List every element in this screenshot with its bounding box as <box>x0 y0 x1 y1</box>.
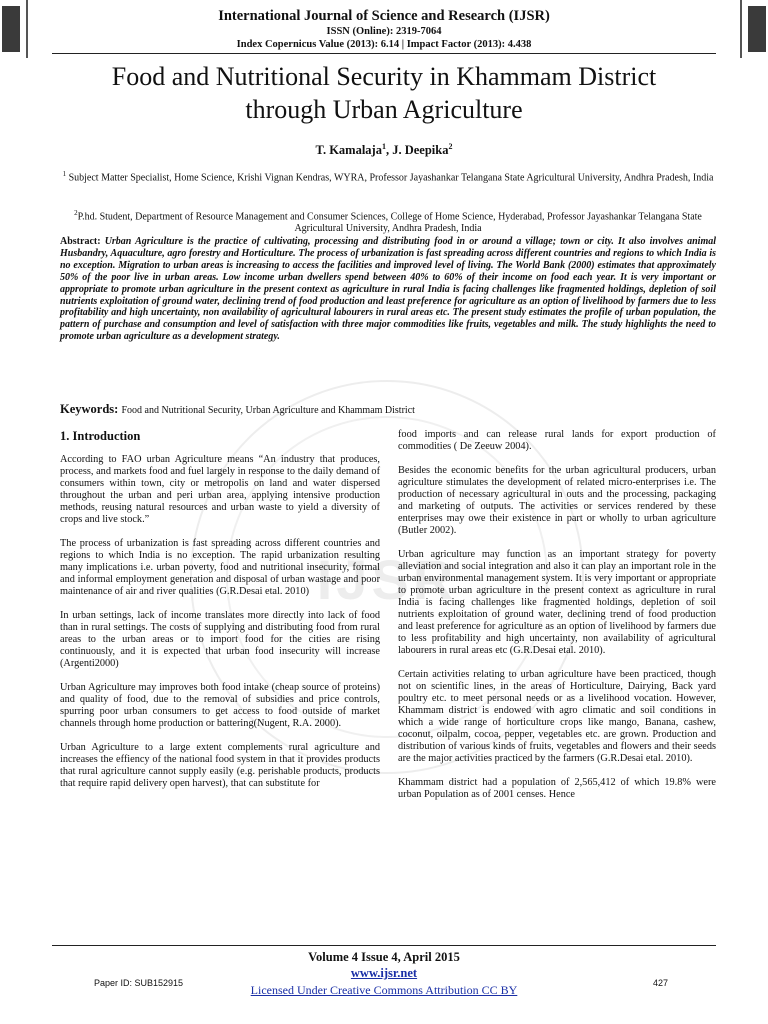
affiliation-mark: 1 <box>62 170 67 178</box>
keywords-label: Keywords: <box>60 402 122 416</box>
paragraph: Urban Agriculture may improves both food intake (cheap source of proteins) and quality of food, due to the removal of subsidies and price controls, spurring poor urban consumers to get access to food outside of market channels through home production or battering(Nugent, R.A. 2000). <box>60 682 380 729</box>
journal-issn: ISSN (Online): 2319-7064 <box>326 26 442 37</box>
paragraph: In urban settings, lack of income translates more directly into lack of food than in rural settings. The costs of supplying and distributing food from rural areas to the urban areas or to import food for the cities are rising continuously, and it is expected that urban food insecurity will increase (Argenti2000) <box>60 610 380 669</box>
affiliation <box>60 207 716 235</box>
paragraph: Khammam district had a population of 2,565,412 of which 19.8% were urban Population as of 2001 censes. Hence <box>398 777 716 800</box>
paper-title <box>40 60 728 126</box>
right-column <box>398 429 716 813</box>
journal-header <box>60 8 708 51</box>
affiliation <box>60 168 716 184</box>
journal-link[interactable]: www.ijsr.net <box>350 966 418 980</box>
affiliation-text: P.hd. Student, Department of Resource Management and Consumer Sciences, College of Home Science, Hyderabad, Professor Jayashankar Telangana State Agricultural University, Andhra Pradesh, India <box>77 211 702 235</box>
author-affiliation-mark: 1 <box>381 142 386 151</box>
journal-index: Index Copernicus Value (2013): 6.14 | Impact Factor (2013): 4.438 <box>236 39 532 50</box>
license-link[interactable]: Licensed Under Creative Commons Attribution CC BY <box>250 983 518 997</box>
header-divider <box>52 53 716 54</box>
section-heading: 1. Introduction <box>60 429 141 443</box>
paragraph: food imports and can release rural lands for export production of commodities ( De Zeeuw 2004). <box>398 429 716 452</box>
page-number: 427 <box>652 978 668 988</box>
author-name: T. Kamalaja <box>315 143 382 158</box>
author-separator: , <box>385 143 393 158</box>
corner-registration-mark <box>0 0 28 58</box>
paragraph: According to FAO urban Agriculture means “An industry that produces, process, and markets food and fuel largely in response to the daily demand of consumers within town, city or metropolis on land and water dispersed throughout the urban and peri urban area, applying intensive production methods, reusing natural resources and urban waste to yield a diversity of crops and live stock.” <box>60 454 380 525</box>
keywords-text: Food and Nutritional Security, Urban Agriculture and Khammam District <box>121 405 415 416</box>
paragraph: Urban agriculture may function as an important strategy for poverty alleviation and social integration and also it can play an important role in the urban environmental management system. It is very important or appropriate to promote urban agriculture in the present context as agriculture in rural India is facing challenges like fragmented holdings, depletion of soil nutrients exploitation of ground water, declining trend of food production and least preference for agriculture as an option of livelihood by farmers due to less profitability and high uncertainty, non availability of agricultural labourers in rural areas etc (G.R.Desai etal. 2010). <box>398 549 716 656</box>
journal-name: International Journal of Science and Research (IJSR) <box>218 8 550 24</box>
left-column <box>60 430 380 802</box>
paragraph: Besides the economic benefits for the urban agricultural producers, urban agriculture stimulates the development of related micro-enterprises i.e. The production of necessary agricultural in outs and the processing, packaging and marketing of outputs. The activities or services rendered by these enterprises may owe their existence in part or wholly to urban agriculture (Butler 2002). <box>398 465 716 536</box>
paragraph: Certain activities relating to urban agriculture have been practiced, though not on scientific lines, in the areas of Horticulture, Dairying, Back yard poultry etc. to meet personal needs or as a livelihood vocation. However, Khammam district is endowed with agro climatic and soil conditions in which a wide range of horticulture crops like mango, Banana, cashew, coconut, oilpalm, cocoa, pepper, vegetables etc. are grown. Production and distribution of various kinds of fruits, vegetables and flowers and their seeds are the major activities practiced by the farmers (G.R.Desai etal. 2010). <box>398 669 716 764</box>
journal-watermark-logo: IJSR <box>190 380 584 774</box>
page-footer <box>52 950 716 1010</box>
corner-registration-mark <box>740 0 768 58</box>
keywords <box>60 402 716 417</box>
abstract-label: Abstract: <box>60 236 105 247</box>
footer-divider <box>52 945 716 946</box>
abstract-text: Urban Agriculture is the practice of cultivating, processing and distributing food in or around a village; town or city. It also involves animal Husbandry, Aquaculture, agro forestry and Horticulture. The process of urbanization is fast spreading across different countries and regions to which India is no exception. Migration to urban areas is increasing to access the facilities and improved level of living. The World Bank (2000) estimates that approximately 50% of the poor live in urban areas. Low income urban dwellers spend between 40% to 60% of their income on food each year. It is very important or appropriate to promote urban agriculture in the present context as agriculture in rural India is facing challenges like fragmented holdings, depletion of soil nutrients exploitation of ground water, declining trend of food production and least preference for agriculture as an option of livelihood by farmers due to less profitability and high uncertainty, non availability of agricultural labourers in rural areas etc. The present study estimates the profile of urban population, the pattern of purchase and consumption and level of satisfaction with three major commodities like fruits, vegetables and milk. The study highlights the need to promote urban agriculture as a development strategy. <box>60 236 717 343</box>
paragraph: The process of urbanization is fast spreading across different countries and regions to which India is no exception. The rapid urbanization resulting many implications i.e. urban poverty, food and nutritional insecurity, formal and informal employment generation and disposal of urban wastage and poor maintenance of air and river qualities (G.R.Desai etal. 2010) <box>60 538 380 597</box>
title-line: Food and Nutritional Security in Khammam District <box>111 62 657 91</box>
volume-info: Volume 4 Issue 4, April 2015 <box>308 950 460 964</box>
paragraph: Urban Agriculture to a large extent complements rural agriculture and increases the effiency of the national food system in that it provides products that rural agriculture cannot supply easily (e.g. perishable products, products that require rapid delivery open harvest), that can substitute for <box>60 742 380 789</box>
affiliation-mark: 2 <box>74 209 78 217</box>
abstract <box>60 236 716 343</box>
affiliation-text: Subject Matter Specialist, Home Science, Krishi Vignan Kendras, WYRA, Professor Jayashankar Telangana State Agricultural University, Andhra Pradesh, India <box>66 172 714 184</box>
author-name: J. Deepika <box>392 143 449 158</box>
author-affiliation-mark: 2 <box>448 142 453 151</box>
title-line: through Urban Agriculture <box>245 95 523 124</box>
paper-id: Paper ID: SUB152915 <box>94 978 184 988</box>
author-list <box>40 142 728 158</box>
